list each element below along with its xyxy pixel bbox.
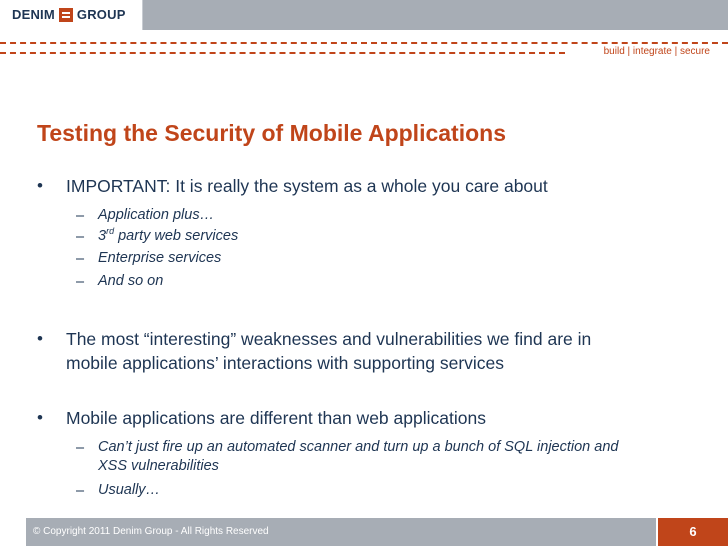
- dash-marker: –: [76, 274, 85, 290]
- bullet-2-line-2: mobile applications’ interactions with supporting services: [66, 353, 505, 373]
- sub-2-post: party web services: [114, 228, 239, 244]
- denim-group-logo: [12, 7, 126, 22]
- logo-text-right: GROUP: [76, 7, 126, 22]
- tagline: build | integrate | secure: [603, 46, 710, 57]
- logo-mark-icon: [59, 8, 73, 22]
- dash-marker: –: [76, 483, 85, 499]
- bullet-1-sub-3: Enterprise services: [98, 250, 222, 266]
- bullet-1-sub-4: And so on: [98, 273, 164, 289]
- page-number-box: [656, 518, 728, 546]
- dash-marker: –: [76, 208, 85, 224]
- logo-container: [0, 0, 143, 30]
- dash-marker: –: [76, 251, 85, 267]
- dash-marker: –: [76, 229, 85, 245]
- sub-2-pre: 3: [98, 228, 107, 244]
- logo-text-left: DENIM: [12, 7, 55, 22]
- footer-bar: [26, 518, 728, 546]
- bullet-3-sub-1-line-2: XSS vulnerabilities: [98, 458, 219, 474]
- bullet-3-text: Mobile applications are different than web applications: [66, 408, 486, 428]
- bullet-marker: •: [37, 408, 43, 427]
- bullet-marker: •: [37, 176, 43, 195]
- copyright-text: © Copyright 2011 Denim Group - All Rights Reserved: [33, 526, 269, 537]
- dashed-divider-top: [0, 42, 728, 44]
- sub-2-superscript: rd: [106, 226, 115, 237]
- bullet-marker: •: [37, 329, 43, 348]
- bullet-3-sub-1-line-1: Can’t just fire up an automated scanner and turn up a bunch of SQL injection and: [98, 439, 619, 455]
- bullet-1-sub-2: [98, 227, 238, 246]
- page-number: 6: [689, 524, 697, 539]
- slide-title: Testing the Security of Mobile Applications: [37, 120, 506, 146]
- bullet-3-sub-2: Usually…: [98, 482, 161, 498]
- dash-marker: –: [76, 440, 85, 456]
- bullet-1-text: IMPORTANT: It is really the system as a whole you care about: [66, 176, 548, 196]
- dashed-divider-bottom: [0, 52, 565, 54]
- bullet-1-sub-1: Application plus…: [98, 207, 215, 223]
- bullet-2-line-1: The most “interesting” weaknesses and vulnerabilities we find are in: [66, 329, 592, 349]
